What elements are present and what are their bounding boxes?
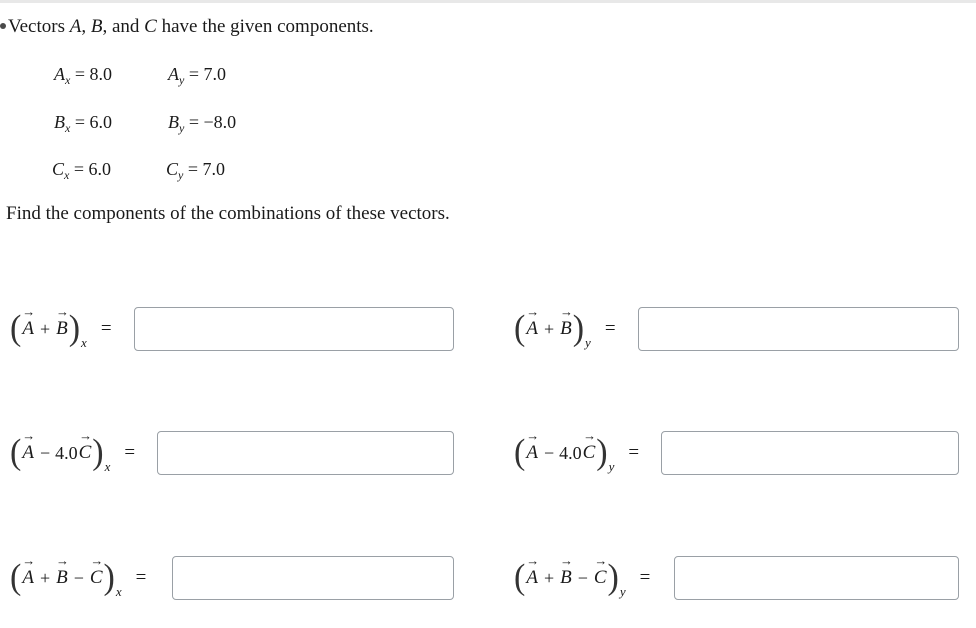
component-cx: $C_x = 6.0$ xyxy=(52,159,111,182)
answer-input-a-plus-b-x[interactable] xyxy=(134,307,454,351)
component-ax: $A_x = 8.0$ xyxy=(54,64,112,87)
bullet-icon xyxy=(0,23,6,29)
expression-a-plus-b-y: ( → A + → B ) y = xyxy=(514,309,616,349)
problem-prompt: Find the components of the combinations of these vectors. xyxy=(6,203,450,224)
answer-input-a-minus-4c-x[interactable] xyxy=(157,431,454,475)
expression-a-plus-b-minus-c-y: ( → A + → B − → C ) y = xyxy=(514,558,650,598)
expression-a-minus-4c-y: ( → A − 4.0 → C ) y = xyxy=(514,433,639,473)
expression-a-plus-b-minus-c-x: ( → A + → B − → C ) x = xyxy=(10,558,146,598)
problem-intro: Vectors A, B, and C have the given components. xyxy=(8,16,374,37)
answer-input-a-plus-b-minus-c-y[interactable] xyxy=(674,556,959,600)
expression-a-plus-b-x: ( → A + → B ) x = xyxy=(10,309,112,349)
answer-input-a-plus-b-minus-c-x[interactable] xyxy=(172,556,454,600)
component-cy: $C_y = 7.0$ xyxy=(166,159,225,182)
component-ay: $A_y = 7.0$ xyxy=(168,64,226,87)
top-border xyxy=(0,0,976,3)
answer-input-a-minus-4c-y[interactable] xyxy=(661,431,959,475)
answer-input-a-plus-b-y[interactable] xyxy=(638,307,959,351)
component-by: $B_y = -8.0$ xyxy=(168,112,237,135)
component-bx: $B_x = 6.0$ xyxy=(54,112,112,135)
expression-a-minus-4c-x: ( → A − 4.0 → C ) x = xyxy=(10,433,135,473)
